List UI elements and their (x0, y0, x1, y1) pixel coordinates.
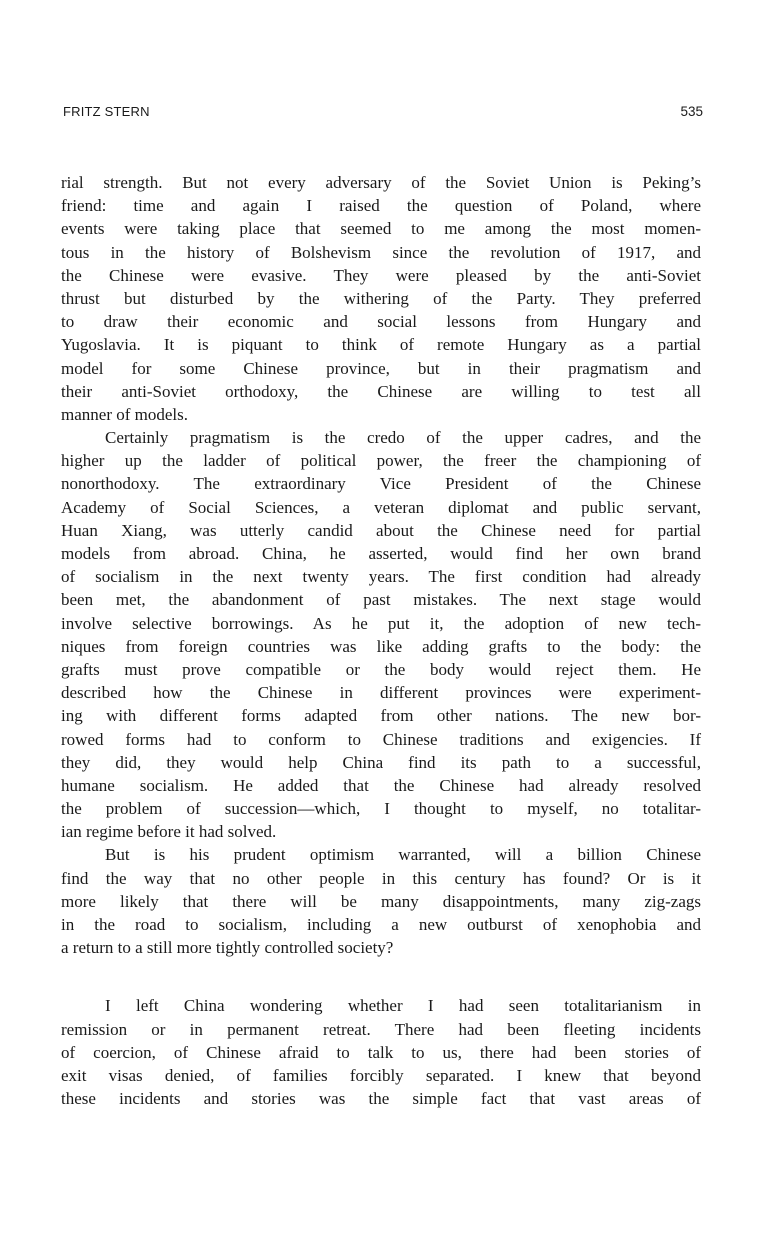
text-line: the problem of succession—which, I thought to myself, no totalitar- (61, 799, 701, 819)
body-text (61, 171, 701, 1110)
text-line: Huan Xiang, was utterly candid about the Chinese need for partial (61, 520, 701, 540)
paragraph (61, 843, 701, 959)
paragraph (61, 994, 701, 1110)
text-line: events were taking place that seemed to me among the most momen- (61, 219, 701, 239)
text-line: Academy of Social Sciences, a veteran diplomat and public servant, (61, 497, 701, 517)
text-line: to draw their economic and social lessons from Hungary and (61, 312, 701, 332)
text-line: grafts must prove compatible or the body would reject them. He (61, 659, 701, 679)
text-line: ing with different forms adapted from other nations. The new bor- (61, 706, 701, 726)
text-line: rowed forms had to conform to Chinese traditions and exigencies. If (61, 729, 701, 749)
text-line: described how the Chinese in different provinces were experiment- (61, 683, 701, 703)
text-line: involve selective borrowings. As he put it, the adoption of new tech- (61, 613, 701, 633)
text-line: of coercion, of Chinese afraid to talk to us, there had been stories of (61, 1042, 701, 1062)
text-line: exit visas denied, of families forcibly separated. I knew that beyond (61, 1065, 701, 1085)
text-line: But is his prudent optimism warranted, will a billion Chinese (105, 845, 701, 865)
text-line: they did, they would help China find its path to a successful, (61, 752, 701, 772)
text-line: models from abroad. China, he asserted, would find her own brand (61, 544, 701, 563)
running-head (63, 104, 703, 124)
text-line: Certainly pragmatism is the credo of the upper cadres, and the (105, 428, 701, 448)
page-number: 535 (680, 104, 703, 119)
running-head-author: FRITZ STERN (63, 104, 150, 119)
paragraph (61, 426, 701, 843)
text-line: a return to a still more tightly controlled society? (61, 938, 394, 958)
text-line: find the way that no other people in this century has found? Or is it (61, 868, 701, 888)
text-line: rial strength. But not every adversary of the Soviet Union is Peking’s (61, 173, 701, 192)
text-line: in the road to socialism, including a new outburst of xenophobia and (61, 915, 701, 934)
text-line: I left China wondering whether I had seen totalitarianism in (105, 996, 701, 1016)
text-line: higher up the ladder of political power, the freer the championing of (61, 451, 701, 471)
text-line: thrust but disturbed by the withering of the Party. They preferred (61, 288, 701, 308)
text-line: friend: time and again I raised the question of Poland, where (61, 196, 701, 216)
text-line: Yugoslavia. It is piquant to think of remote Hungary as a partial (61, 335, 701, 355)
text-line: more likely that there will be many disappointments, many zig-zags (61, 891, 701, 911)
text-line: ian regime before it had solved. (61, 822, 277, 842)
paragraph (61, 171, 701, 426)
text-line: the Chinese were evasive. They were pleased by the anti-Soviet (61, 265, 701, 285)
text-line: been met, the abandonment of past mistakes. The next stage would (61, 590, 701, 610)
text-line: of socialism in the next twenty years. The first condition had already (61, 567, 701, 587)
text-line: tous in the history of Bolshevism since the revolution of 1917, and (61, 242, 701, 262)
text-line: remission or in permanent retreat. There had been fleeting incidents (61, 1019, 701, 1039)
text-line: humane socialism. He added that the Chinese had already resolved (61, 775, 701, 795)
text-line: these incidents and stories was the simple fact that vast areas of (61, 1089, 701, 1109)
text-line: niques from foreign countries was like adding grafts to the body: the (61, 636, 701, 656)
text-line: their anti-Soviet orthodoxy, the Chinese are willing to test all (61, 381, 701, 401)
text-line: nonorthodoxy. The extraordinary Vice President of the Chinese (61, 474, 701, 494)
section-break (61, 959, 701, 994)
text-line: manner of models. (61, 404, 188, 424)
text-line: model for some Chinese province, but in their pragmatism and (61, 358, 701, 378)
